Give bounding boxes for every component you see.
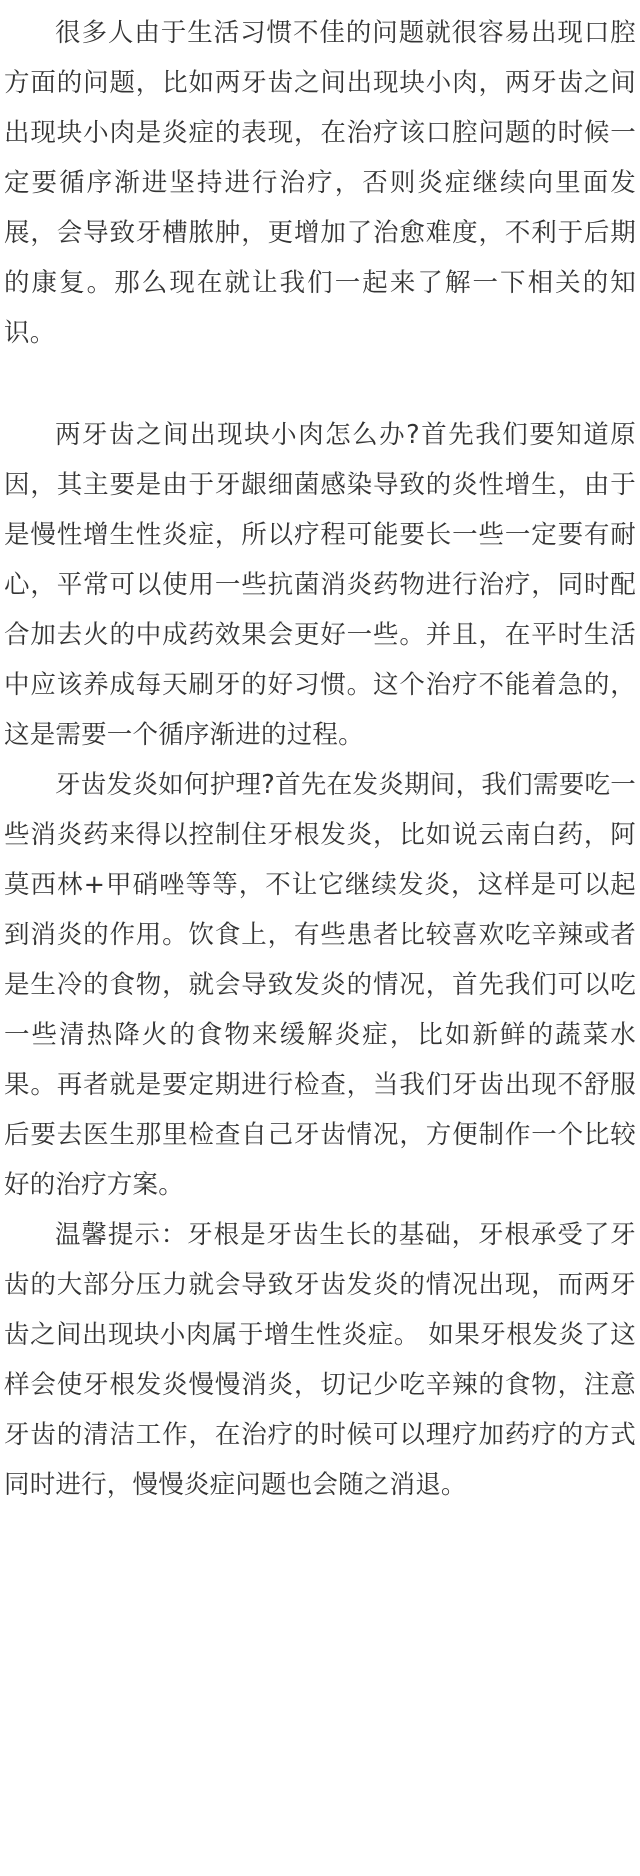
- paragraph-intro: 很多人由于生活习惯不佳的问题就很容易出现口腔方面的问题，比如两牙齿之间出现块小肉，两牙齿之间出现块小肉是炎症的表现，在治疗该口腔问题的时候一定要循序渐进坚持进行治疗，否则炎症继续向里面发展，会导致牙槽脓肿，更增加了治愈难度，不利于后期的康复。那么现在就让我们一起来了解一下相关的知识。: [4, 18, 636, 348]
- paragraph-treatment: 两牙齿之间出现块小肉怎么办?首先我们要知道原因，其主要是由于牙龈细菌感染导致的炎性增生，由于是慢性增生性炎症，所以疗程可能要长一些一定要有耐心，平常可以使用一些抗菌消炎药物进行治疗，同时配合加去火的中成药效果会更好一些。并且，在平时生活中应该养成每天刷牙的好习惯。这个治疗不能着急的，这是需要一个循序渐进的过程。: [4, 420, 636, 750]
- paragraph-care: 牙齿发炎如何护理?首先在发炎期间，我们需要吃一些消炎药来得以控制住牙根发炎，比如说云南白药，阿莫西林+甲硝唑等等，不让它继续发炎，这样是可以起到消炎的作用。饮食上，有些患者比较喜欢吃辛辣或者是生冷的食物，就会导致发炎的情况，首先我们可以吃一些清热降火的食物来缓解炎症，比如新鲜的蔬菜水果。再者就是要定期进行检查，当我们牙齿出现不舒服后要去医生那里检查自己牙齿情况，方便制作一个比较好的治疗方案。: [4, 770, 636, 1200]
- article-body: [4, 8, 636, 1510]
- paragraph-tips: 温馨提示：牙根是牙齿生长的基础，牙根承受了牙齿的大部分压力就会导致牙齿发炎的情况出现，而两牙齿之间出现块小肉属于增生性炎症。 如果牙根发炎了这样会使牙根发炎慢慢消炎，切记少吃辛辣的食物，注意牙齿的清洁工作，在治疗的时候可以理疗加药疗的方式同时进行，慢慢炎症问题也会随之消退。: [4, 1220, 636, 1500]
